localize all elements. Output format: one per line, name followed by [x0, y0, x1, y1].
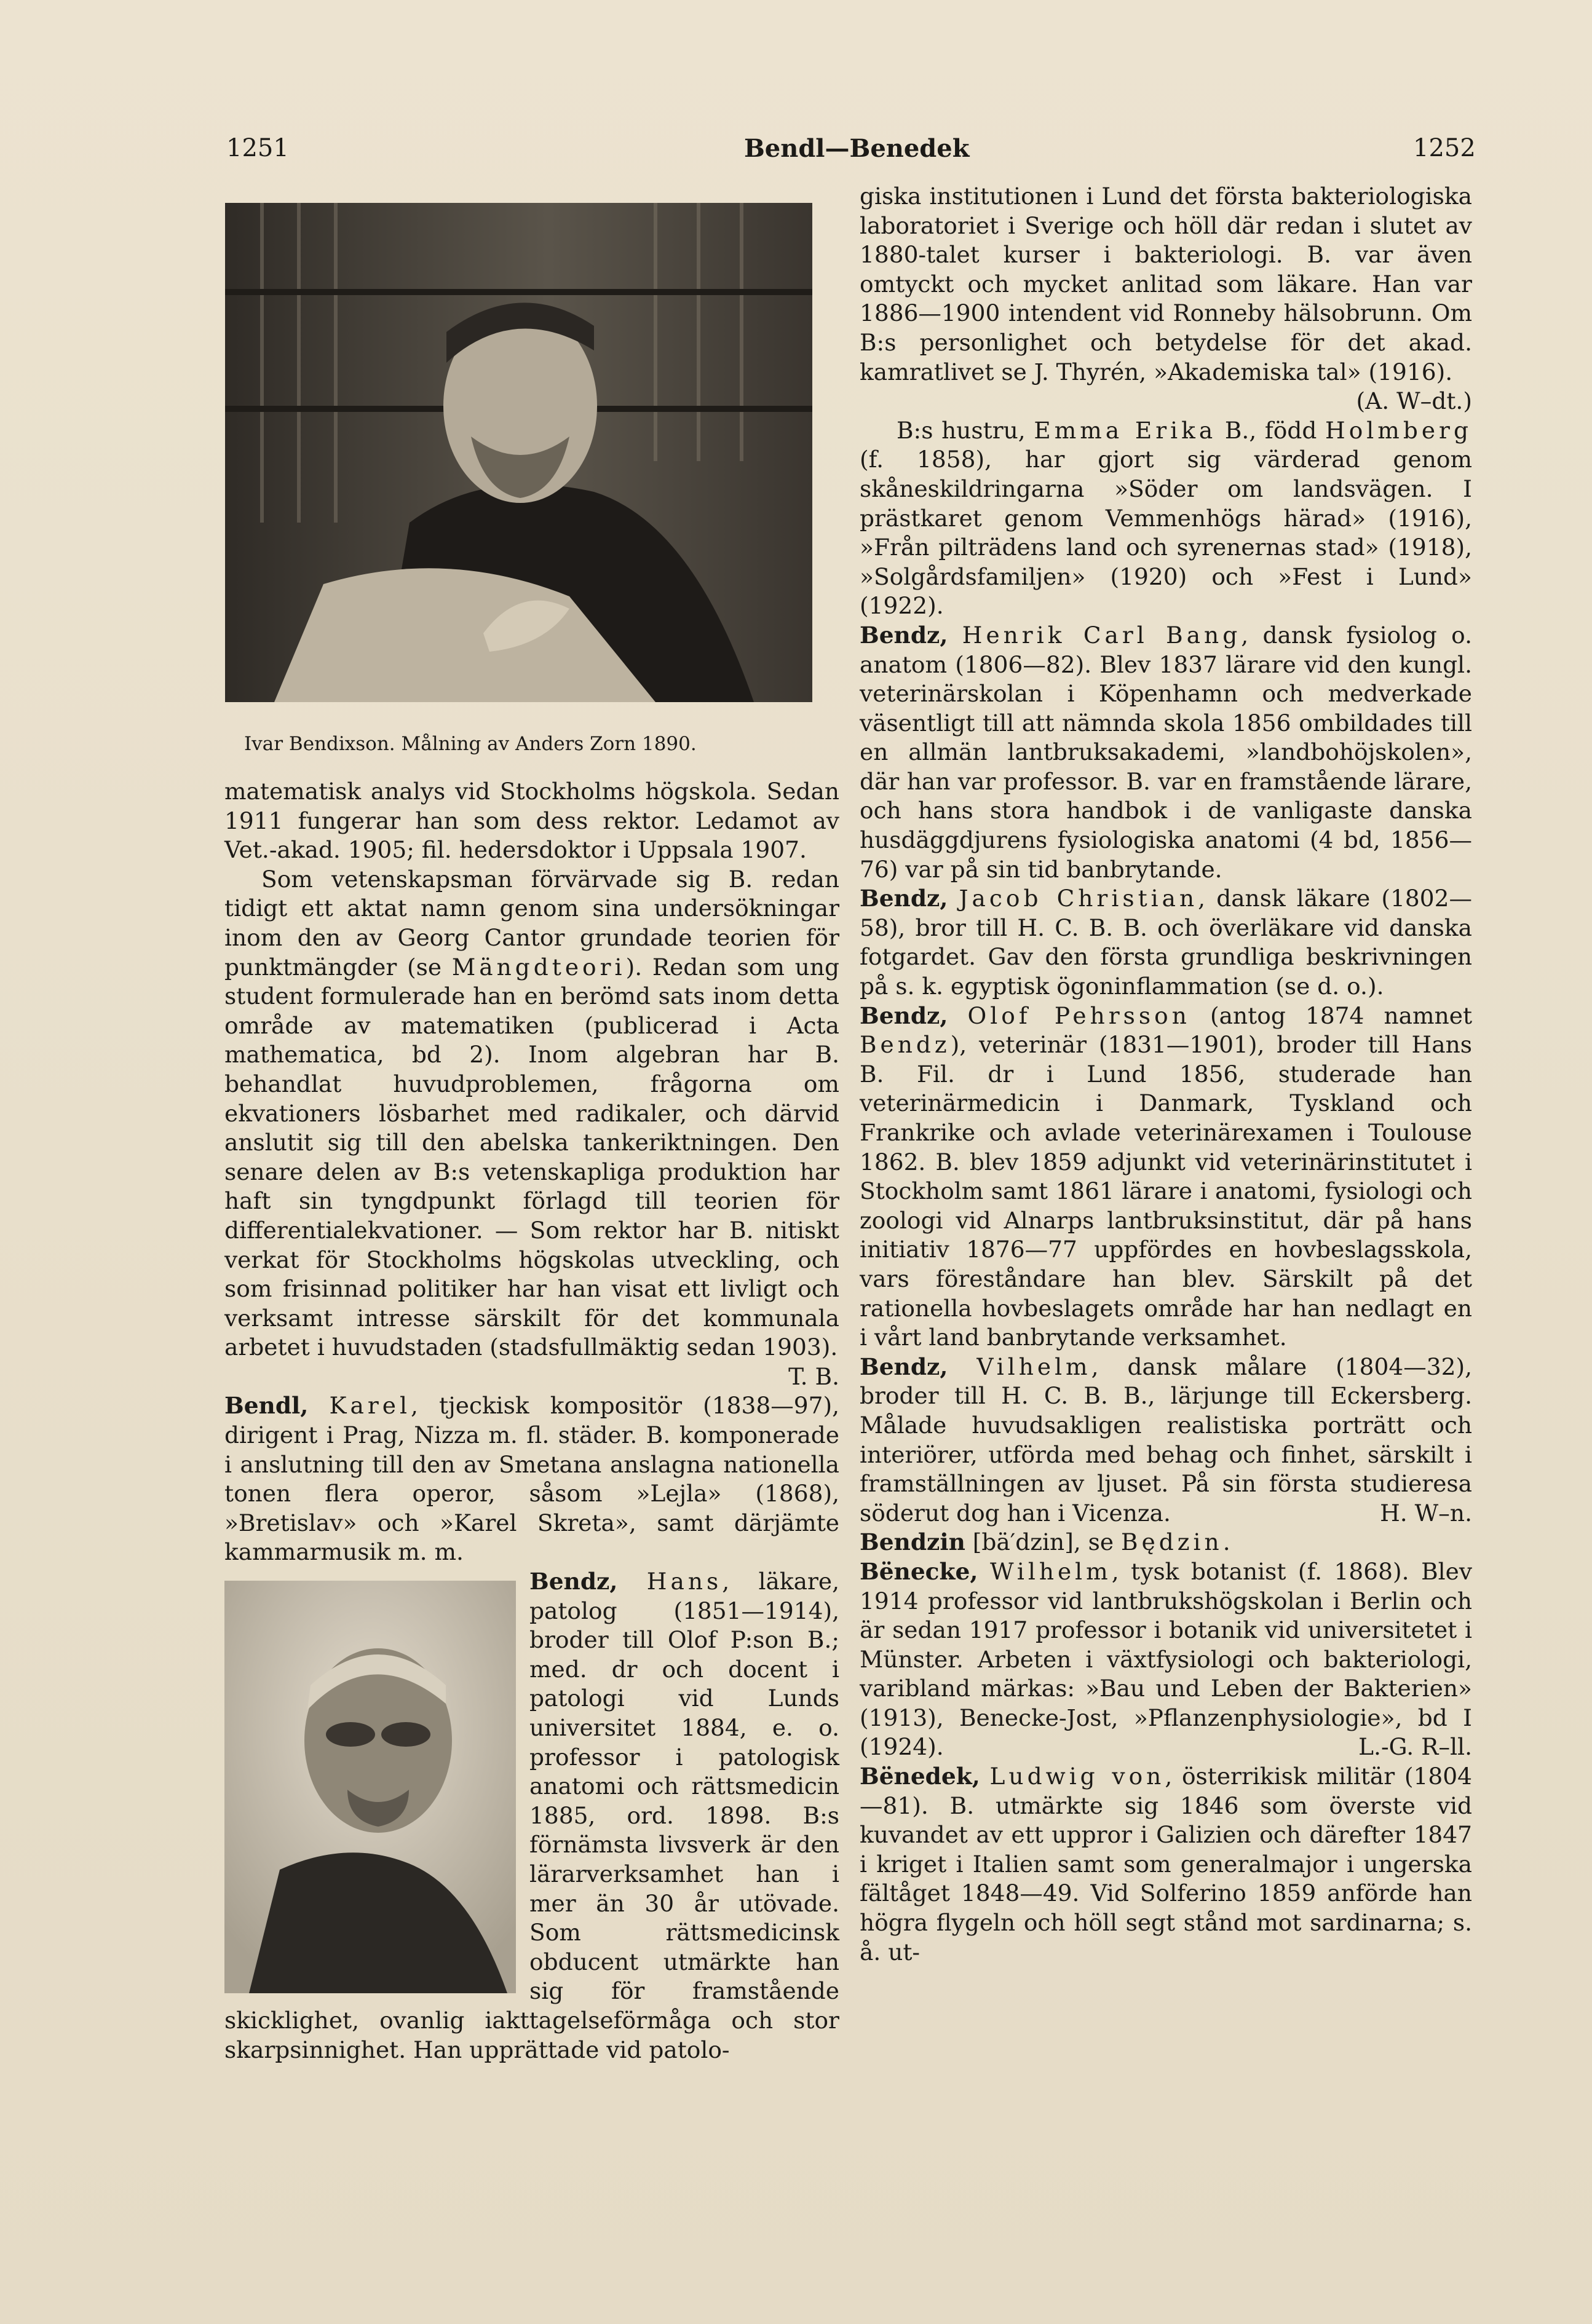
entry-bendzin — [860, 1528, 1472, 1557]
text-run: . — [1222, 1528, 1230, 1556]
entry-benedek-ludwig — [860, 1762, 1472, 1967]
entry-headword: Bendzin — [860, 1528, 965, 1556]
entry-bendl-karel — [224, 1391, 839, 1567]
entry-given-name: Henrik Carl Bang — [962, 621, 1242, 649]
given-name: Emma Erika — [1034, 416, 1217, 444]
bendixson-portrait-image — [225, 203, 812, 702]
bendz-hans-portrait-image — [224, 1581, 516, 1993]
entry-bendz-jacob — [860, 884, 1472, 1001]
entry-given-name: Olof Pehrsson — [967, 1002, 1190, 1029]
entry-headword: Bënedek, — [860, 1763, 980, 1790]
bendixson-paragraph-2 — [224, 865, 839, 1392]
alias-name: Bendz — [860, 1031, 951, 1059]
entry-headword: Bendz, — [860, 621, 948, 649]
bendz-hans-wife — [860, 416, 1472, 621]
photo-illustration — [224, 1581, 516, 1993]
entry-body: ), veterinär (1831—1901), broder till Hans B. Fil. dr i Lund 1856, studerade han veterinärmedicin i Danmark, Tyskland och Frankrike och avlade veterinärexamen i Toulouse 1862. B. blev 1859 adjunkt vid veterinärinstitutet i Stockholm samt 1861 lärare i anatomi, fysiologi och zoologi vid Alnarps lantbruksinstitut, där på hans initiativ 1876—77 uppfördes en hovbeslagsskola, vars föreståndare han blev. Särskilt på det rationella hovbeslagets område har han nedlagt en i vårt land banbrytande verksamhet. — [860, 1031, 1472, 1351]
entry-bendz-olof — [860, 1002, 1472, 1353]
author-signature: T. B. — [788, 1362, 839, 1390]
cross-reference: Będzin — [1121, 1528, 1223, 1556]
running-title: Bendl—Benedek — [744, 134, 970, 163]
left-column — [224, 182, 839, 2065]
entry-benecke-wilhelm — [860, 1557, 1472, 1762]
entry-body: , dansk målare (1804—32), broder till H. C. B. B., lärjunge till Eckersberg. Målade huvudsakligen realistiska porträtt och interiörer, utförda med behag och finhet, särskilt i framställningen av ljuset. På sin första studieresa söderut dog han i Vicenza. — [860, 1353, 1472, 1527]
entry-body: , tjeckisk kompositör (1838—97), dirigent i Prag, Nizza m. fl. städer. B. komponerade i anslutning till den av Smetana anslagna nationella tonen flera operor, såsom »Lejla» (1868), »Bretislav» och »Karel Skreta», samt därjämte kammarmusik m. m. — [224, 1392, 840, 1566]
entry-headword: Bendz, — [860, 1002, 948, 1029]
entry-headword: Bendl, — [224, 1392, 309, 1420]
entry-body: , läkare, patolog (1851—1914), broder till Olof P:son B.; med. dr och docent i patologi vid Lunds universitet 1884, e. o. professor i patologisk anatomi och rättsmedicin 1885, ord. 1898. B:s förnämsta livsverk är den lärarverksamhet han i mer än 30 år utövade. Som rättsmedicinsk obducent utmärkte han sig för framstående skicklighet, ovanlig iakttagelseförmåga och stor skarpsinnighet. Han upprättade vid patolo- — [224, 1568, 839, 2063]
bendz-hans-continued — [860, 182, 1472, 416]
entry-bendz-henrik — [860, 621, 1472, 884]
painting-illustration — [225, 203, 812, 702]
text-run: ). Redan som ung student formulerade han en berömd sats inom detta område av matematiken (publicerad i Acta mathematica, bd 2). Inom algebran har B. behandlat huvudproblemen, frågorna om ekvationers lösbarhet med radikaler, och därvid anslutit sig till den abelska tankeriktningen. Den senare delen av B:s vetenskapliga produktion har haft sin tyngdpunkt förlagd till teorien för differentialekvationer. — Som rektor har B. nitiskt verkat för Stockholms högskolas utveckling, och som frisinnad politiker har han visat ett livligt och verksamt intresse särskilt för det kommunala arbetet i huvudstaden (stadsfullmäktig sedan 1903). — [224, 953, 839, 1361]
entry-given-name: Wilhelm — [989, 1557, 1112, 1585]
entry-body: giska institutionen i Lund det första bakteriologiska laboratoriet i Sverige och höll där redan i slutet av 1880-talet kurser i bakteriologi. B. var även omtyckt och mycket anlitad som läkare. Han var 1886—1900 intendent vid Ronneby hälsobrunn. Om B:s personlighet och betydelse för det akad. kamratlivet se J. Thyrén, »Akademiska tal» (1916). — [860, 183, 1472, 385]
page-number-right: 1252 — [1413, 134, 1476, 162]
author-signature: H. W–n. — [1380, 1499, 1472, 1527]
entry-bendz-hans — [224, 1567, 839, 2065]
figure-caption: Ivar Bendixson. Målning av Anders Zorn 1890. — [244, 733, 697, 755]
author-signature: L.-G. R–ll. — [1358, 1733, 1472, 1761]
entry-body: , dansk fysiolog o. anatom (1806—82). Blev 1837 lärare vid den kungl. veterinärskolan i Köpenhamn och medverkade väsentligt till att nämnda skola 1856 ombildades till en allmän lantbruksakademi, »landbohöjskolen», där han var professor. B. var en framstående lärare, och hans stora handbok i de vanligaste danska husdäggdjurens fysiologiska anatomi (4 bd, 1856—76) var på sin tid banbrytande. — [860, 621, 1472, 883]
page-number-left: 1251 — [226, 134, 289, 162]
bendixson-text-end: matematisk analys vid Stockholms högskola. Sedan 1911 fungerar han som dess rektor. Ledamot av Vet.-akad. 1905; fil. hedersdoktor i Uppsala 1907. — [224, 778, 839, 864]
entry-given-name: Karel — [329, 1392, 411, 1420]
entry-headword: Bendz, — [860, 1353, 948, 1380]
cross-reference: Mängdteori — [451, 953, 626, 981]
author-signature: (A. W–dt.) — [1356, 387, 1472, 415]
text-run: (antog 1874 namnet — [1190, 1002, 1473, 1029]
entry-given-name: Ludwig von — [989, 1763, 1165, 1790]
entry-given-name: Vilhelm — [976, 1353, 1091, 1380]
entry-bendz-vilhelm — [860, 1353, 1472, 1528]
entry-body: , österrikisk militär (1804—81). B. utmärkte sig 1846 som överste vid kuvandet av ett uppror i Galizien och därefter 1847 i kriget i Italien samt som generalmajor i ungerska fältåget 1848—49. Vid Solferino 1859 anförde han högra flygeln och höll segt stånd mot sardinarna; s. å. ut- — [860, 1763, 1472, 1966]
maiden-name: Holmberg — [1325, 416, 1472, 444]
entry-body: , dansk läkare (1802—58), bror till H. C. B. B. och överläkare vid danska fotgardet. Gav den första grundliga beskrivningen på s. k. egyptisk ögoninflammation (se d. o.). — [860, 885, 1473, 1000]
entry-headword: Bënecke, — [860, 1557, 978, 1585]
text-run: (f. 1858), har gjort sig värderad genom skåneskildringarna »Söder om landsvägen. I prästkaret genom Vemmenhögs härad» (1916), »Från pilträdens land och syrenernas stad» (1918), »Solgårdsfamiljen» (1920) och »Fest i Lund» (1922). — [860, 446, 1472, 620]
entry-headword: Bendz, — [529, 1568, 618, 1595]
text-run: B., född — [1216, 416, 1326, 444]
text-run: Som vetenskapsman förvärvade sig B. redan tidigt ett aktat namn genom sina undersökningar inom den av Georg Cantor grundade teorien för punktmängder (se — [224, 865, 839, 981]
entry-given-name: Jacob Christian — [959, 885, 1198, 912]
entry-body: , tysk botanist (f. 1868). Blev 1914 professor vid lantbrukshögskolan i Berlin och är sedan 1917 professor i botanik vid universitetet i Münster. Arbeten i växtfysiologi och bakteriologi, varibland märkas: »Bau und Leben der Bakterien» (1913), Benecke-Jost, »Pflanzenphysiologie», bd I (1924). — [860, 1557, 1472, 1761]
right-column — [860, 182, 1472, 1967]
text-run: B:s hustru, — [897, 416, 1034, 444]
entry-headword: Bendz, — [860, 885, 948, 912]
text-run: [bä′dzin], se — [965, 1528, 1122, 1556]
entry-given-name: Hans — [646, 1568, 723, 1595]
